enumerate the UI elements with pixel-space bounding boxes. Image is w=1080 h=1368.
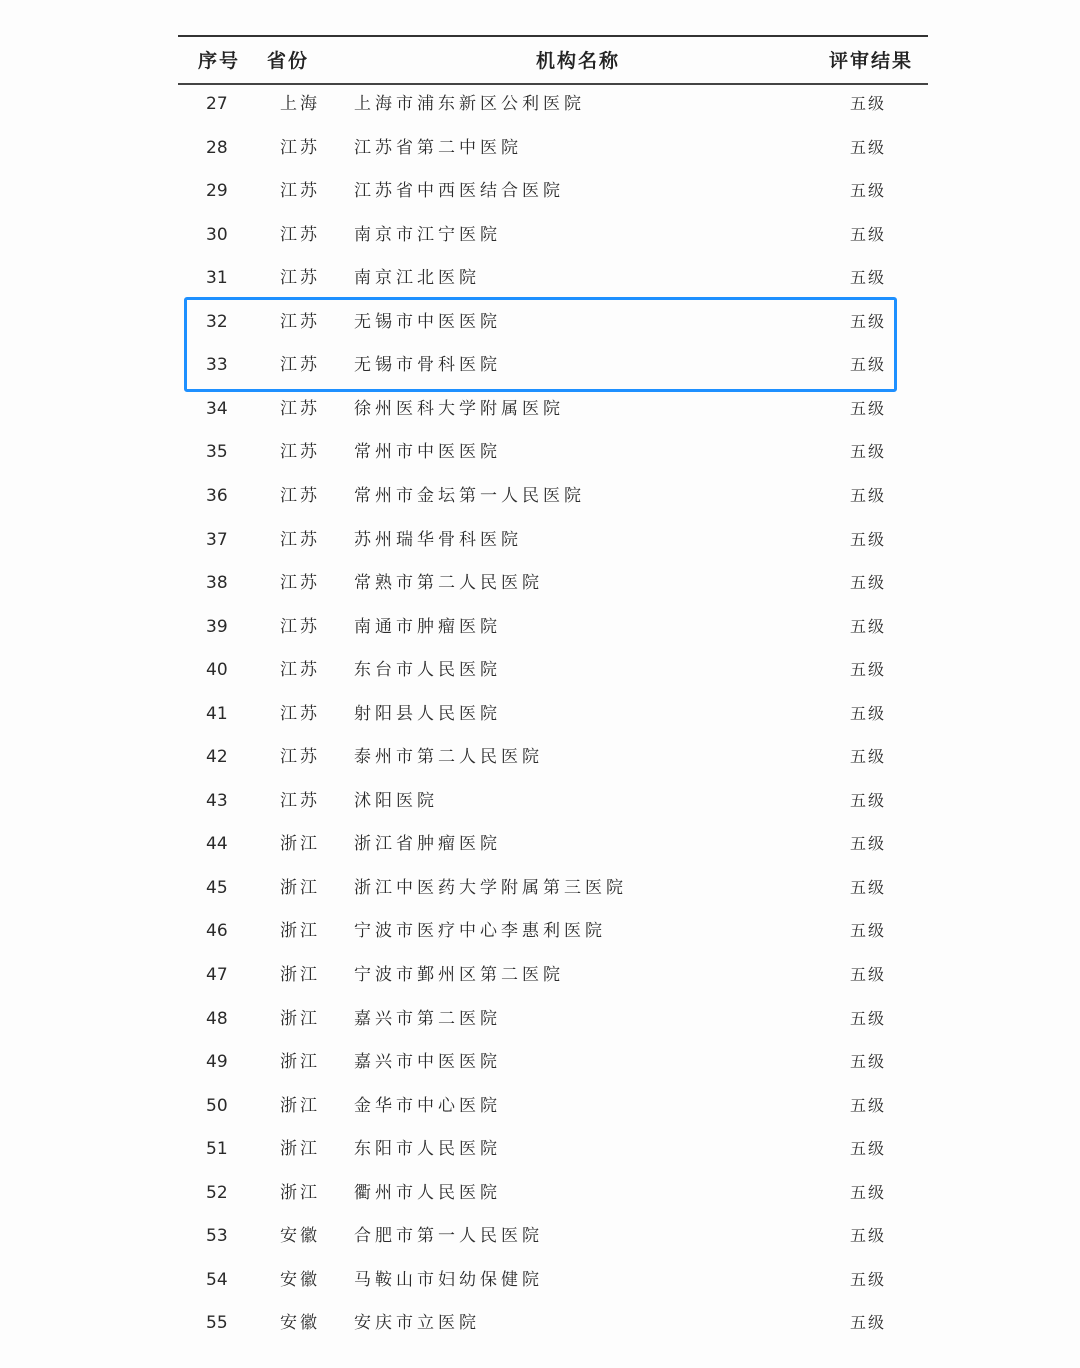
table-row	[178, 829, 928, 859]
row-name: 安庆市立医院	[354, 1313, 480, 1334]
row-province: 浙江	[280, 1052, 320, 1073]
row-no: 28	[206, 137, 228, 158]
table-row	[178, 133, 928, 163]
table-row	[178, 481, 928, 511]
row-province: 安徽	[280, 1226, 320, 1247]
row-result: 五级	[850, 529, 887, 549]
row-no: 44	[206, 834, 228, 855]
table-header	[178, 37, 928, 83]
row-no: 55	[206, 1313, 228, 1334]
row-result: 五级	[850, 1139, 887, 1159]
row-result: 五级	[850, 660, 887, 680]
row-no: 50	[206, 1095, 228, 1116]
row-no: 53	[206, 1226, 228, 1247]
row-province: 浙江	[280, 1008, 320, 1029]
row-province: 浙江	[280, 1139, 320, 1160]
row-province: 江苏	[280, 529, 320, 550]
row-result: 五级	[850, 790, 887, 810]
row-no: 27	[206, 94, 228, 114]
row-name: 浙江中医药大学附属第三医院	[354, 877, 627, 898]
row-province: 江苏	[280, 573, 320, 594]
row-result: 五级	[850, 224, 887, 244]
row-province: 浙江	[280, 1182, 320, 1203]
row-province: 江苏	[280, 398, 320, 419]
table-row	[178, 1047, 928, 1077]
row-result: 五级	[850, 747, 887, 767]
table-row	[178, 1265, 928, 1295]
row-name: 泰州市第二人民医院	[354, 747, 543, 768]
row-province: 江苏	[280, 137, 320, 158]
row-result: 五级	[850, 311, 887, 331]
row-no: 38	[206, 573, 228, 594]
table-row	[178, 89, 928, 119]
row-name: 南通市肿瘤医院	[354, 616, 501, 637]
header-no: 序号	[198, 50, 241, 72]
row-no: 49	[206, 1052, 228, 1073]
row-no: 46	[206, 921, 228, 942]
row-name: 常熟市第二人民医院	[354, 573, 543, 594]
row-name: 江苏省中西医结合医院	[354, 181, 564, 202]
row-province: 浙江	[280, 921, 320, 942]
row-name: 沭阳医院	[354, 790, 438, 811]
row-no: 39	[206, 616, 228, 637]
row-no: 37	[206, 529, 228, 550]
row-name: 无锡市中医医院	[354, 311, 501, 332]
table-row	[178, 437, 928, 467]
row-province: 浙江	[280, 834, 320, 855]
row-name: 射阳县人民医院	[354, 703, 501, 724]
table-row	[178, 176, 928, 206]
row-province: 江苏	[280, 355, 320, 376]
row-name: 南京市江宁医院	[354, 224, 501, 245]
row-name: 合肥市第一人民医院	[354, 1226, 543, 1247]
table-row	[178, 263, 928, 293]
row-result: 五级	[850, 1008, 887, 1028]
row-province: 浙江	[280, 877, 320, 898]
header-name: 机构名称	[536, 50, 621, 72]
row-province: 浙江	[280, 965, 320, 985]
row-province: 江苏	[280, 660, 320, 681]
row-province: 安徽	[280, 1269, 320, 1290]
row-result: 五级	[850, 1313, 887, 1333]
row-no: 30	[206, 224, 228, 245]
row-no: 35	[206, 442, 228, 463]
row-result: 五级	[850, 877, 887, 897]
row-province: 安徽	[280, 1313, 320, 1334]
table-row	[178, 1308, 928, 1338]
table-row	[178, 525, 928, 555]
row-name: 衢州市人民医院	[354, 1182, 501, 1203]
row-province: 江苏	[280, 790, 320, 811]
row-name: 宁波市医疗中心李惠利医院	[354, 921, 606, 942]
table-header-rule	[178, 83, 928, 85]
table-row	[178, 612, 928, 642]
row-result: 五级	[850, 834, 887, 854]
row-province: 江苏	[280, 181, 320, 202]
row-no: 29	[206, 181, 228, 202]
row-no: 48	[206, 1008, 228, 1029]
row-result: 五级	[850, 965, 887, 984]
row-result: 五级	[850, 616, 887, 636]
row-result: 五级	[850, 181, 887, 201]
table-row	[178, 1004, 928, 1034]
row-no: 33	[206, 355, 228, 376]
row-name: 宁波市鄞州区第二医院	[354, 965, 564, 985]
table-row	[178, 1221, 928, 1251]
row-province: 江苏	[280, 747, 320, 768]
row-result: 五级	[850, 1182, 887, 1202]
row-result: 五级	[850, 268, 887, 288]
row-name: 马鞍山市妇幼保健院	[354, 1269, 543, 1290]
row-name: 无锡市骨科医院	[354, 355, 501, 376]
table-row	[178, 786, 928, 816]
table-row	[178, 1091, 928, 1121]
table-row	[178, 699, 928, 729]
row-result: 五级	[850, 94, 887, 113]
row-no: 32	[206, 311, 228, 332]
row-result: 五级	[850, 137, 887, 157]
row-no: 31	[206, 268, 228, 289]
row-province: 江苏	[280, 311, 320, 332]
row-no: 45	[206, 877, 228, 898]
row-name: 常州市金坛第一人民医院	[354, 485, 585, 506]
row-result: 五级	[850, 355, 887, 375]
row-result: 五级	[850, 1226, 887, 1246]
row-name: 金华市中心医院	[354, 1095, 501, 1116]
row-no: 43	[206, 790, 228, 811]
row-province: 江苏	[280, 616, 320, 637]
row-no: 47	[206, 965, 228, 985]
table-row	[178, 568, 928, 598]
row-result: 五级	[850, 573, 887, 593]
row-name: 嘉兴市第二医院	[354, 1008, 501, 1029]
row-name: 徐州医科大学附属医院	[354, 398, 564, 419]
row-province: 江苏	[280, 703, 320, 724]
row-name: 苏州瑞华骨科医院	[354, 529, 522, 550]
header-result: 评审结果	[829, 50, 914, 72]
row-province: 江苏	[280, 224, 320, 245]
row-province: 江苏	[280, 442, 320, 463]
header-province: 省份	[267, 50, 310, 72]
row-name: 浙江省肿瘤医院	[354, 834, 501, 855]
highlight-box	[184, 297, 897, 392]
row-name: 东台市人民医院	[354, 660, 501, 681]
row-no: 40	[206, 660, 228, 681]
table-row	[178, 1178, 928, 1208]
table-row	[178, 742, 928, 772]
row-name: 南京江北医院	[354, 268, 480, 289]
table-row	[178, 873, 928, 903]
row-no: 51	[206, 1139, 228, 1160]
row-name: 常州市中医医院	[354, 442, 501, 463]
row-result: 五级	[850, 703, 887, 723]
row-name: 嘉兴市中医医院	[354, 1052, 501, 1073]
table-row	[178, 394, 928, 424]
row-name: 江苏省第二中医院	[354, 137, 522, 158]
row-no: 42	[206, 747, 228, 768]
table-row	[178, 916, 928, 946]
table-row	[178, 220, 928, 250]
row-province: 浙江	[280, 1095, 320, 1116]
row-result: 五级	[850, 398, 887, 418]
row-name: 上海市浦东新区公利医院	[354, 94, 585, 114]
row-result: 五级	[850, 442, 887, 462]
row-result: 五级	[850, 921, 887, 941]
row-province: 上海	[280, 94, 320, 114]
row-no: 36	[206, 485, 228, 506]
row-name: 东阳市人民医院	[354, 1139, 501, 1160]
row-no: 41	[206, 703, 228, 724]
table-row	[178, 655, 928, 685]
row-province: 江苏	[280, 485, 320, 506]
row-result: 五级	[850, 485, 887, 505]
row-province: 江苏	[280, 268, 320, 289]
table-row	[178, 1134, 928, 1164]
row-no: 52	[206, 1182, 228, 1203]
row-result: 五级	[850, 1052, 887, 1072]
row-no: 34	[206, 398, 228, 419]
row-no: 54	[206, 1269, 228, 1290]
row-result: 五级	[850, 1095, 887, 1115]
row-result: 五级	[850, 1269, 887, 1289]
table-row	[178, 960, 928, 990]
